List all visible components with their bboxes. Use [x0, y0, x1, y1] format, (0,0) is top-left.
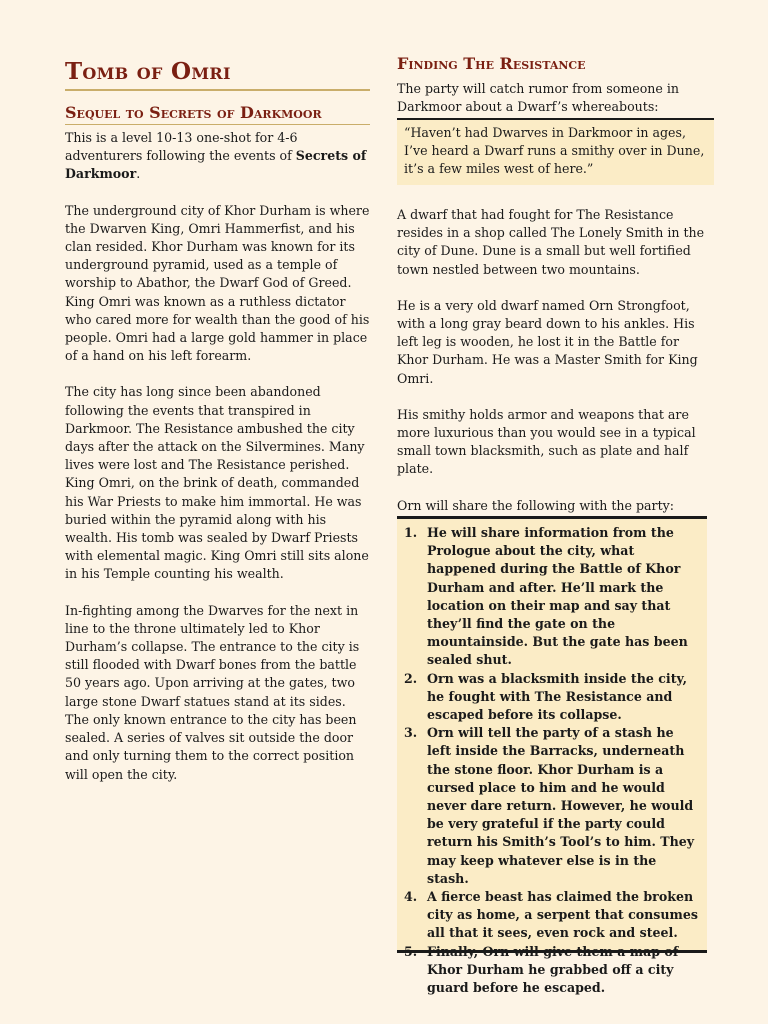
list-number: 4. — [404, 889, 418, 905]
list-item-text: Orn will tell the party of a stash he left inside the Barracks, underneath the stone floor. Khor Durham is a cursed place to him and he would never dare return. However, he would be very grateful if the party could return his Smith’s Tool’s to him. They may keep whatever else is in the stash. — [427, 725, 695, 886]
body-paragraph: He is a very old dwarf named Orn Strongfoot, with a long gray beard down to his ankles. His left leg is wooden, he lost it in the Battle for Khor Durham. He was a Master Smith for King Omri. — [397, 297, 698, 386]
right-body — [397, 206, 707, 533]
list-item — [397, 943, 699, 998]
numbered-list — [397, 524, 699, 997]
left-body — [65, 129, 370, 802]
page-title: Tomb of Omri — [65, 58, 370, 91]
info-list-box — [397, 516, 707, 996]
quote-text: “Haven’t had Dwarves in Darkmoor in ages, I’ve heard a Dwarf runs a smithy over in Dune, it’s a few miles west of here.” — [404, 125, 705, 177]
body-paragraph: The underground city of Khor Durham is where the Dwarven King, Omri Hammerfist, and his clan resided. Khor Durham was known for its underground pyramid, used as a temple of worship to Abathor, the Dwarf God of Greed. King Omri was known as a ruthless dictator who cared more for wealth than the good of his people. Omri had a large gold hammer in place of a hand on his left forearm. — [65, 202, 370, 364]
body-paragraph: The city has long since been abandoned following the events that transpired in Darkmoor. The Resistance ambushed the city days after the attack on the Silvermines. Many lives were lost and The Resistance perished. King Omri, on the brink of death, commanded his War Priests to make him immortal. He was buried within the pyramid along with his wealth. His tomb was sealed by Dwarf Priests with elemental magic. King Omri still sits alone in his Temple counting his wealth. — [65, 384, 369, 582]
list-item — [397, 724, 699, 888]
intro-paragraph — [65, 129, 370, 184]
list-item-text: He will share information from the Prologue about the city, what happened during the Battle of Khor Durham and after. He’ll mark the location on their map and say that they’ll find the gate on the mountainside. But the gate has been sealed shut. — [427, 525, 688, 668]
intro-end: . — [136, 166, 141, 182]
quote-box — [397, 118, 714, 185]
list-number: 1. — [404, 525, 418, 540]
list-item-text: Orn was a blacksmith inside the city, he fought with The Resistance and escaped before its collapse. — [427, 670, 688, 723]
list-item — [397, 670, 699, 725]
intro-text: This is a level 10-13 one-shot for 4-6 adventurers following the events of — [65, 130, 298, 164]
list-item-text: Finally, Orn will give them a map of Khor Durham he grabbed off a city guard before he escaped. — [427, 943, 679, 996]
intro-reference: Secrets of Darkmoor — [65, 148, 367, 182]
section-heading: Finding The Resistance — [397, 54, 586, 73]
section-intro: The party will catch rumor from someone in Darkmoor about a Dwarf’s whereabouts: — [397, 81, 680, 115]
list-item — [397, 524, 699, 670]
body-paragraph: His smithy holds armor and weapons that are more luxurious than you would see in a typical small town blacksmith, such as plate and half plate. — [397, 406, 696, 477]
list-item-text: A fierce beast has claimed the broken city as home, a serpent that consumes all that it sees, even rock and steel. — [427, 889, 698, 941]
body-paragraph: In-fighting among the Dwarves for the next in line to the throne ultimately led to Khor Durham’s collapse. The entrance to the city is still flooded with Dwarf bones from the battle 50 years ago. Upon arriving at the gates, two large stone Dwarf statues stand at its sides. The only known entrance to the city has been sealed. A series of valves sit outside the door and only turning them to the correct position will open the city. — [65, 602, 360, 782]
list-number: 5. — [404, 943, 418, 959]
list-number: 3. — [404, 725, 418, 741]
page-subtitle: Sequel to Secrets of Darkmoor — [65, 103, 370, 125]
list-number: 2. — [404, 670, 418, 686]
list-item — [397, 888, 699, 943]
body-paragraph: Orn will share the following with the party: — [397, 497, 674, 513]
body-paragraph: A dwarf that had fought for The Resistance resides in a shop called The Lonely Smith in the city of Dune. Dune is a small but well fortified town nestled between two mountains. — [397, 207, 705, 277]
